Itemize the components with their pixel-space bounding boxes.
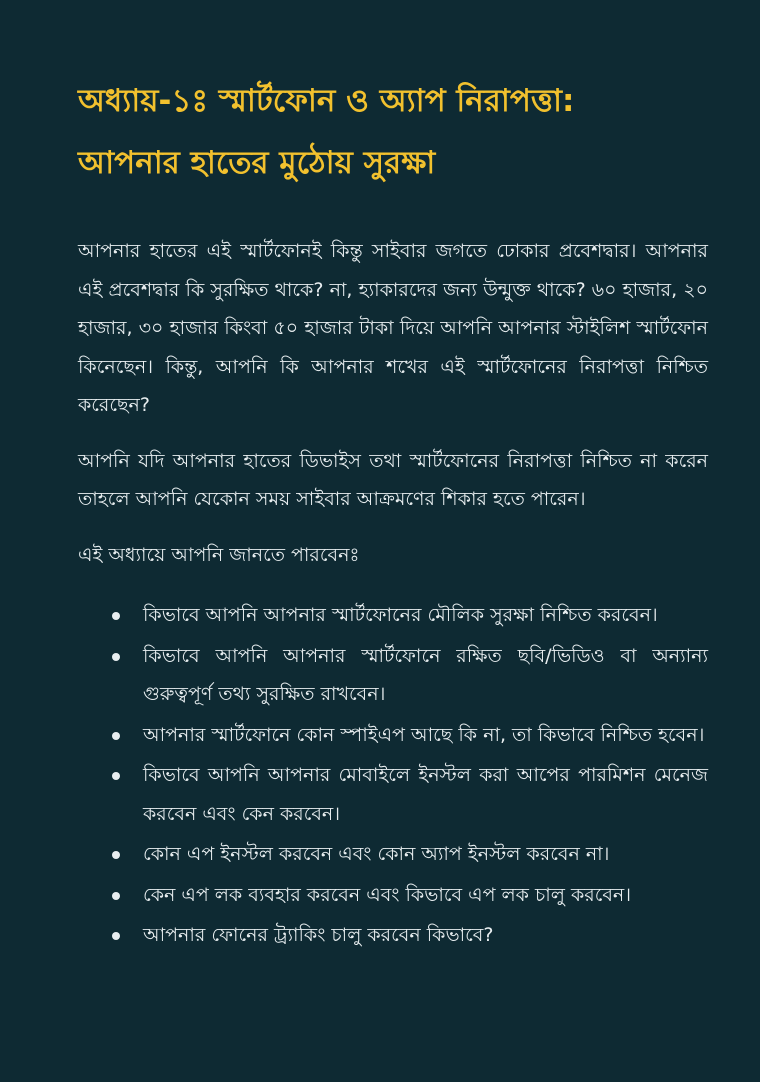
list-item xyxy=(143,596,708,635)
list-item xyxy=(143,637,708,714)
bullet-dot-icon xyxy=(112,612,120,620)
bullet-dot-icon xyxy=(112,851,120,859)
list-intro-paragraph: এই অধ্যায়ে আপনি জানতে পারবেনঃ xyxy=(78,543,360,566)
list-item xyxy=(143,716,708,755)
bullet-dot-icon xyxy=(112,772,120,780)
list-item-text: কোন এপ ইনস্টল করবেন এবং কোন অ্যাপ ইনস্টল করবেন না। xyxy=(143,843,610,865)
list-item-text: কিভাবে আপনি আপনার স্মার্টফোনে রক্ষিত ছবি/ভিডিও বা অন্যান্য গুরুত্বপূর্ণ তথ্য সুরক্ষিত রাখবেন। xyxy=(143,644,708,705)
bullet-dot-icon xyxy=(112,653,120,661)
list-item xyxy=(143,916,708,955)
bullet-dot-icon xyxy=(112,932,120,940)
list-item-text: কেন এপ লক ব্যবহার করবেন এবং কিভাবে এপ লক চালু করবেন। xyxy=(143,883,632,906)
list-item xyxy=(143,835,708,874)
chapter-title xyxy=(78,70,708,194)
list-item-text: কিভাবে আপনি আপনার মোবাইলে ইনস্টল করা আপের পারমিশন মেনেজ করবেন এবং কেন করবেন। xyxy=(143,764,708,825)
chapter-title-line-1: অধ্যায়-১ঃ স্মার্টফোন ও অ্যাপ নিরাপত্তা: xyxy=(78,83,575,119)
list-item-text: আপনার ফোনের ট্র্যাকিং চালু করবেন কিভাবে? xyxy=(143,924,494,946)
warning-paragraph: আপনি যদি আপনার হাতের ডিভাইস তথা স্মার্টফোনের নিরাপত্তা নিশ্চিত না করেন তাহলে আপনি যেকোন সময় সাইবার আক্রমণের শিকার হতে পারেন। xyxy=(78,449,708,510)
bullet-dot-icon xyxy=(112,892,120,900)
bullet-dot-icon xyxy=(112,732,120,740)
list-item-text: কিভাবে আপনি আপনার স্মার্টফোনের মৌলিক সুরক্ষা নিশ্চিত করবেন। xyxy=(143,604,658,626)
chapter-title-line-2: আপনার হাতের মুঠোয় সুরক্ষা xyxy=(78,145,436,181)
list-item-text: আপনার স্মার্টফোনে কোন স্পাইএপ আছে কি না, তা কিভাবে নিশ্চিত হবেন। xyxy=(143,723,705,746)
list-item xyxy=(143,876,708,915)
learning-points-list xyxy=(78,596,708,955)
list-item xyxy=(143,756,708,833)
intro-paragraph: আপনার হাতের এই স্মার্টফোনই কিন্তু সাইবার জগতে ঢোকার প্রবেশদ্বার। আপনার এই প্রবেশদ্বার কি সুরক্ষিত থাকে? না, হ্যাকারদের জন্য উন্মুক্ত থাকে? ৬০ হাজার, ২০ হাজার, ৩০ হাজার কিংবা ৫০ হাজার টাকা দিয়ে আপনি আপনার স্টাইলিশ স্মার্টফোন কিনেছেন। কিন্তু, আপনি কি আপনার শখের এই স্মার্টফোনের নিরাপত্তা নিশ্চিত করেছেন? xyxy=(78,240,708,416)
